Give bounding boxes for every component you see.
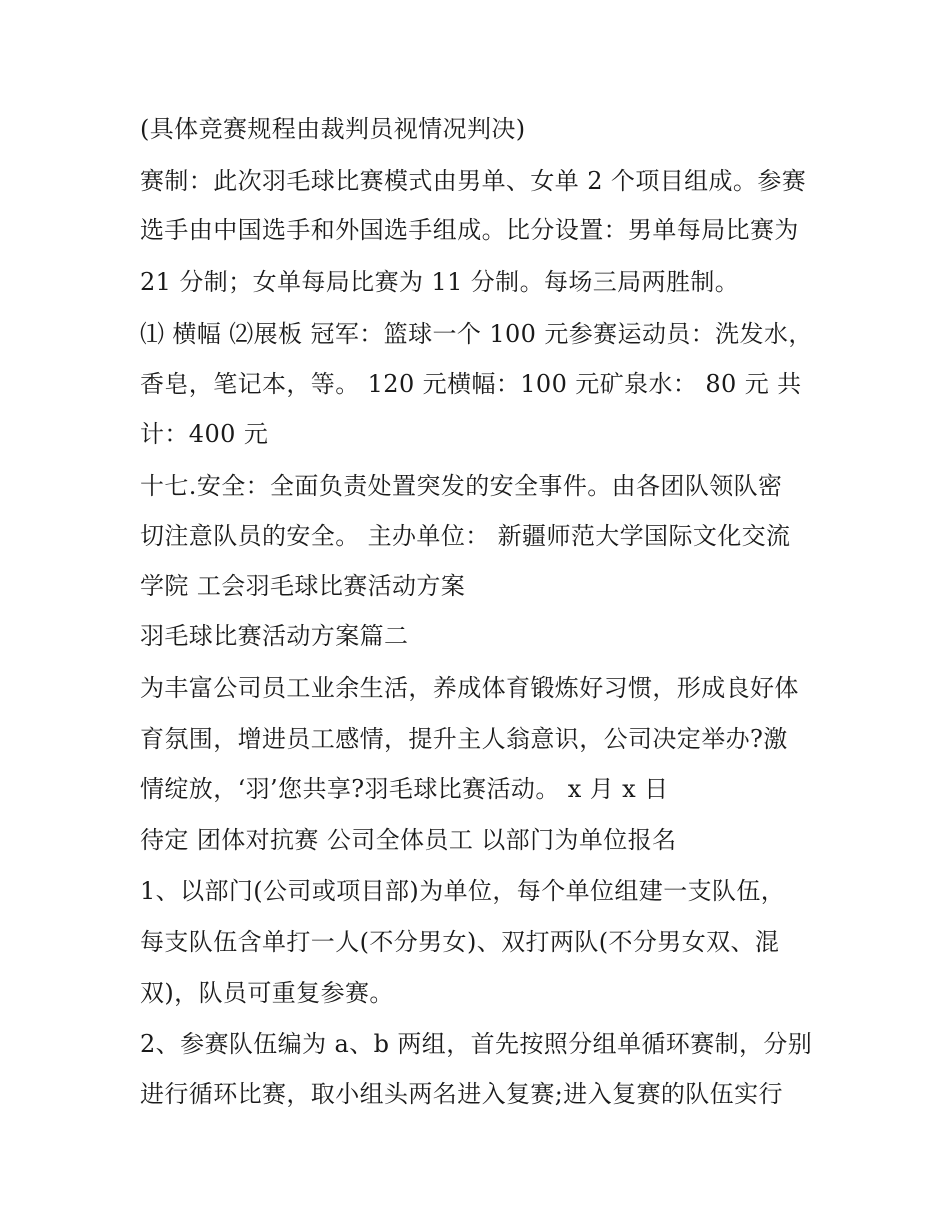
text-line-9: 切注意队员的安全。 主办单位： 新疆师范大学国际文化交流	[140, 522, 791, 550]
text-line-13: 育氛围，增进员工感情，提升主人翁意识，公司决定举办?激	[140, 725, 788, 753]
text-line-16: 1、以部门(公司或项目部)为单位，每个单位组建一支队伍，	[140, 877, 786, 905]
text-line-8: 十七.安全：全面负责处置突发的安全事件。由各团队领队密	[140, 472, 783, 500]
text-line-17: 每支队伍含单打一人(不分男女)、双打两队(不分男女双、混	[140, 928, 780, 956]
text-line-5: ⑴ 横幅 ⑵展板 冠军：篮球一个 100 元参赛运动员：洗发水，	[140, 320, 813, 348]
text-line-18: 双)，队员可重复参赛。	[140, 979, 394, 1007]
text-line-4: 21 分制；女单每局比赛为 11 分制。每场三局两胜制。	[140, 268, 740, 296]
text-line-12: 为丰富公司员工业余生活，养成体育锻炼好习惯，形成良好体	[140, 674, 799, 702]
text-line-15: 待定 团体对抗赛 公司全体员工 以部门为单位报名	[140, 826, 677, 854]
text-line-19: 2、参赛队伍编为 a、b 两组，首先按照分组单循环赛制，分别	[140, 1030, 813, 1058]
text-line-10: 学院 工会羽毛球比赛活动方案	[140, 572, 466, 600]
text-line-3: 选手由中国选手和外国选手组成。比分设置：男单每局比赛为	[140, 216, 799, 244]
text-line-2: 赛制：此次羽毛球比赛模式由男单、女单 2 个项目组成。参赛	[140, 167, 807, 195]
text-line-6: 香皂，笔记本，等。 120 元横幅：100 元矿泉水： 80 元 共	[140, 370, 802, 398]
section-heading: 羽毛球比赛活动方案篇二	[140, 622, 409, 650]
text-line-7: 计：400 元	[140, 420, 269, 448]
text-line-1: (具体竞赛规程由裁判员视情况判决)	[140, 115, 526, 143]
text-line-20: 进行循环比赛，取小组头两名进入复赛;进入复赛的队伍实行	[140, 1080, 783, 1108]
text-line-14: 情绽放，‘羽’您共享?羽毛球比赛活动。 x 月 x 日	[140, 775, 669, 803]
